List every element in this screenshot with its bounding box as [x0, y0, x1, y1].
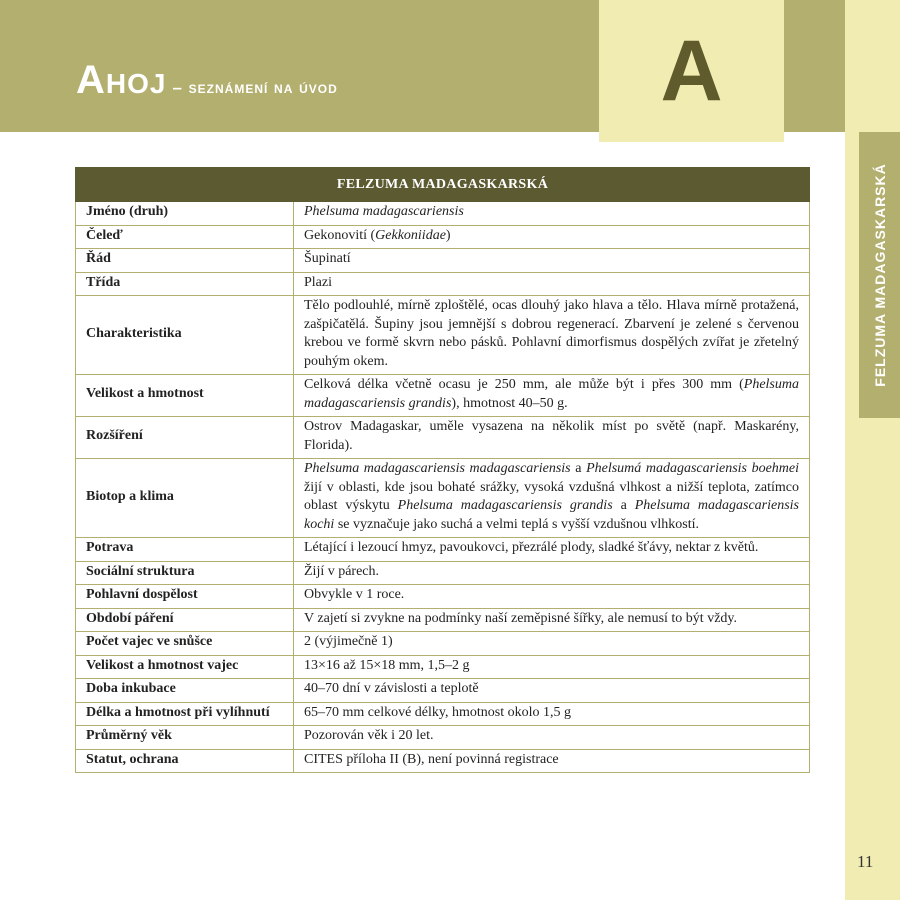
row-label: Rozšíření	[76, 417, 294, 459]
row-label: Velikost a hmotnost	[76, 375, 294, 417]
table-row	[76, 249, 810, 273]
page-number: 11	[857, 852, 874, 871]
species-info-table	[75, 167, 810, 773]
row-value: 65–70 mm celkové délky, hmotnost okolo 1,5 g	[294, 702, 810, 726]
row-value: Ostrov Madagaskar, uměle vysazena na několik míst po světě (např. Maskarény, Florida).	[294, 417, 810, 459]
side-tab-label: FELZUMA MADAGASKARSKÁ	[872, 163, 888, 387]
table-row	[76, 679, 810, 703]
row-value: 2 (výjimečně 1)	[294, 632, 810, 656]
row-value: Létající i lezoucí hmyz, pavoukovci, přezrálé plody, sladké šťávy, nektar z květů.	[294, 538, 810, 562]
row-label: Biotop a klima	[76, 459, 294, 538]
row-label: Průměrný věk	[76, 726, 294, 750]
table-row	[76, 538, 810, 562]
row-value: V zajetí si zvykne na podmínky naší zeměpisné šířky, ale nemusí to být vždy.	[294, 608, 810, 632]
row-value: Gekonovití (Gekkoniidae)	[294, 225, 810, 249]
row-label: Délka a hmotnost při vylíhnutí	[76, 702, 294, 726]
table-row	[76, 296, 810, 375]
row-label: Třída	[76, 272, 294, 296]
row-label: Počet vajec ve snůšce	[76, 632, 294, 656]
row-label: Období páření	[76, 608, 294, 632]
row-value: Šupinatí	[294, 249, 810, 273]
table-row	[76, 459, 810, 538]
row-label: Statut, ochrana	[76, 749, 294, 773]
row-value: 13×16 až 15×18 mm, 1,5–2 g	[294, 655, 810, 679]
row-value: Celková délka včetně ocasu je 250 mm, ale může být i přes 300 mm (Phelsuma madagascariensis grandis), hmotnost 40–50 g.	[294, 375, 810, 417]
row-value: 40–70 dní v závislosti a teplotě	[294, 679, 810, 703]
row-label: Velikost a hmotnost vajec	[76, 655, 294, 679]
row-value: Obvykle v 1 roce.	[294, 585, 810, 609]
table-title: FELZUMA MADAGASKARSKÁ	[76, 168, 810, 202]
page-title-main: Ahoj	[76, 58, 167, 102]
table-row	[76, 202, 810, 226]
page-title-subtitle: – seznámení na úvod	[172, 78, 338, 97]
section-letter: A	[660, 23, 723, 119]
row-value: Phelsuma madagascariensis	[294, 202, 810, 226]
table-row	[76, 585, 810, 609]
row-value: CITES příloha II (B), není povinná registrace	[294, 749, 810, 773]
row-value: Phelsuma madagascariensis madagascariensis a Phelsumá madagascariensis boehmei žijí v oblasti, kde jsou bohaté srážky, vysoká vzdušná vlhkost a nižší teplota, zatímco oblast výskytu Phelsuma madagascariensis grandis a Phelsuma madagascariensis kochi se vyznačuje jako suchá a velmi teplá s vyšší vzdušnou vlhkostí.	[294, 459, 810, 538]
section-letter-box	[599, 0, 784, 142]
table-row	[76, 225, 810, 249]
table-row	[76, 632, 810, 656]
table-row	[76, 272, 810, 296]
table-row	[76, 655, 810, 679]
table-row	[76, 417, 810, 459]
row-label: Charakteristika	[76, 296, 294, 375]
table-row	[76, 702, 810, 726]
row-label: Čeleď	[76, 225, 294, 249]
table-row	[76, 608, 810, 632]
table-row	[76, 375, 810, 417]
row-label: Pohlavní dospělost	[76, 585, 294, 609]
row-label: Potrava	[76, 538, 294, 562]
row-value: Žijí v párech.	[294, 561, 810, 585]
row-label: Sociální struktura	[76, 561, 294, 585]
table-row	[76, 749, 810, 773]
row-label: Řád	[76, 249, 294, 273]
row-value: Tělo podlouhlé, mírně zploštělé, ocas dlouhý jako hlava a tělo. Hlava mírně protažená, zašpičatělá. Šupiny jsou jemnější s dobrou regenerací. Zbarvení je zelené s červenou krebou ve formě skvrn nebo pásků. Pohlavní dimorfismus dospělých zvířat je zřetelný pouhým okem.	[294, 296, 810, 375]
table-row	[76, 726, 810, 750]
table-body	[76, 202, 810, 773]
page-title	[76, 58, 338, 103]
row-label: Jméno (druh)	[76, 202, 294, 226]
table-row	[76, 561, 810, 585]
row-label: Doba inkubace	[76, 679, 294, 703]
row-value: Pozorován věk i 20 let.	[294, 726, 810, 750]
row-value: Plazi	[294, 272, 810, 296]
